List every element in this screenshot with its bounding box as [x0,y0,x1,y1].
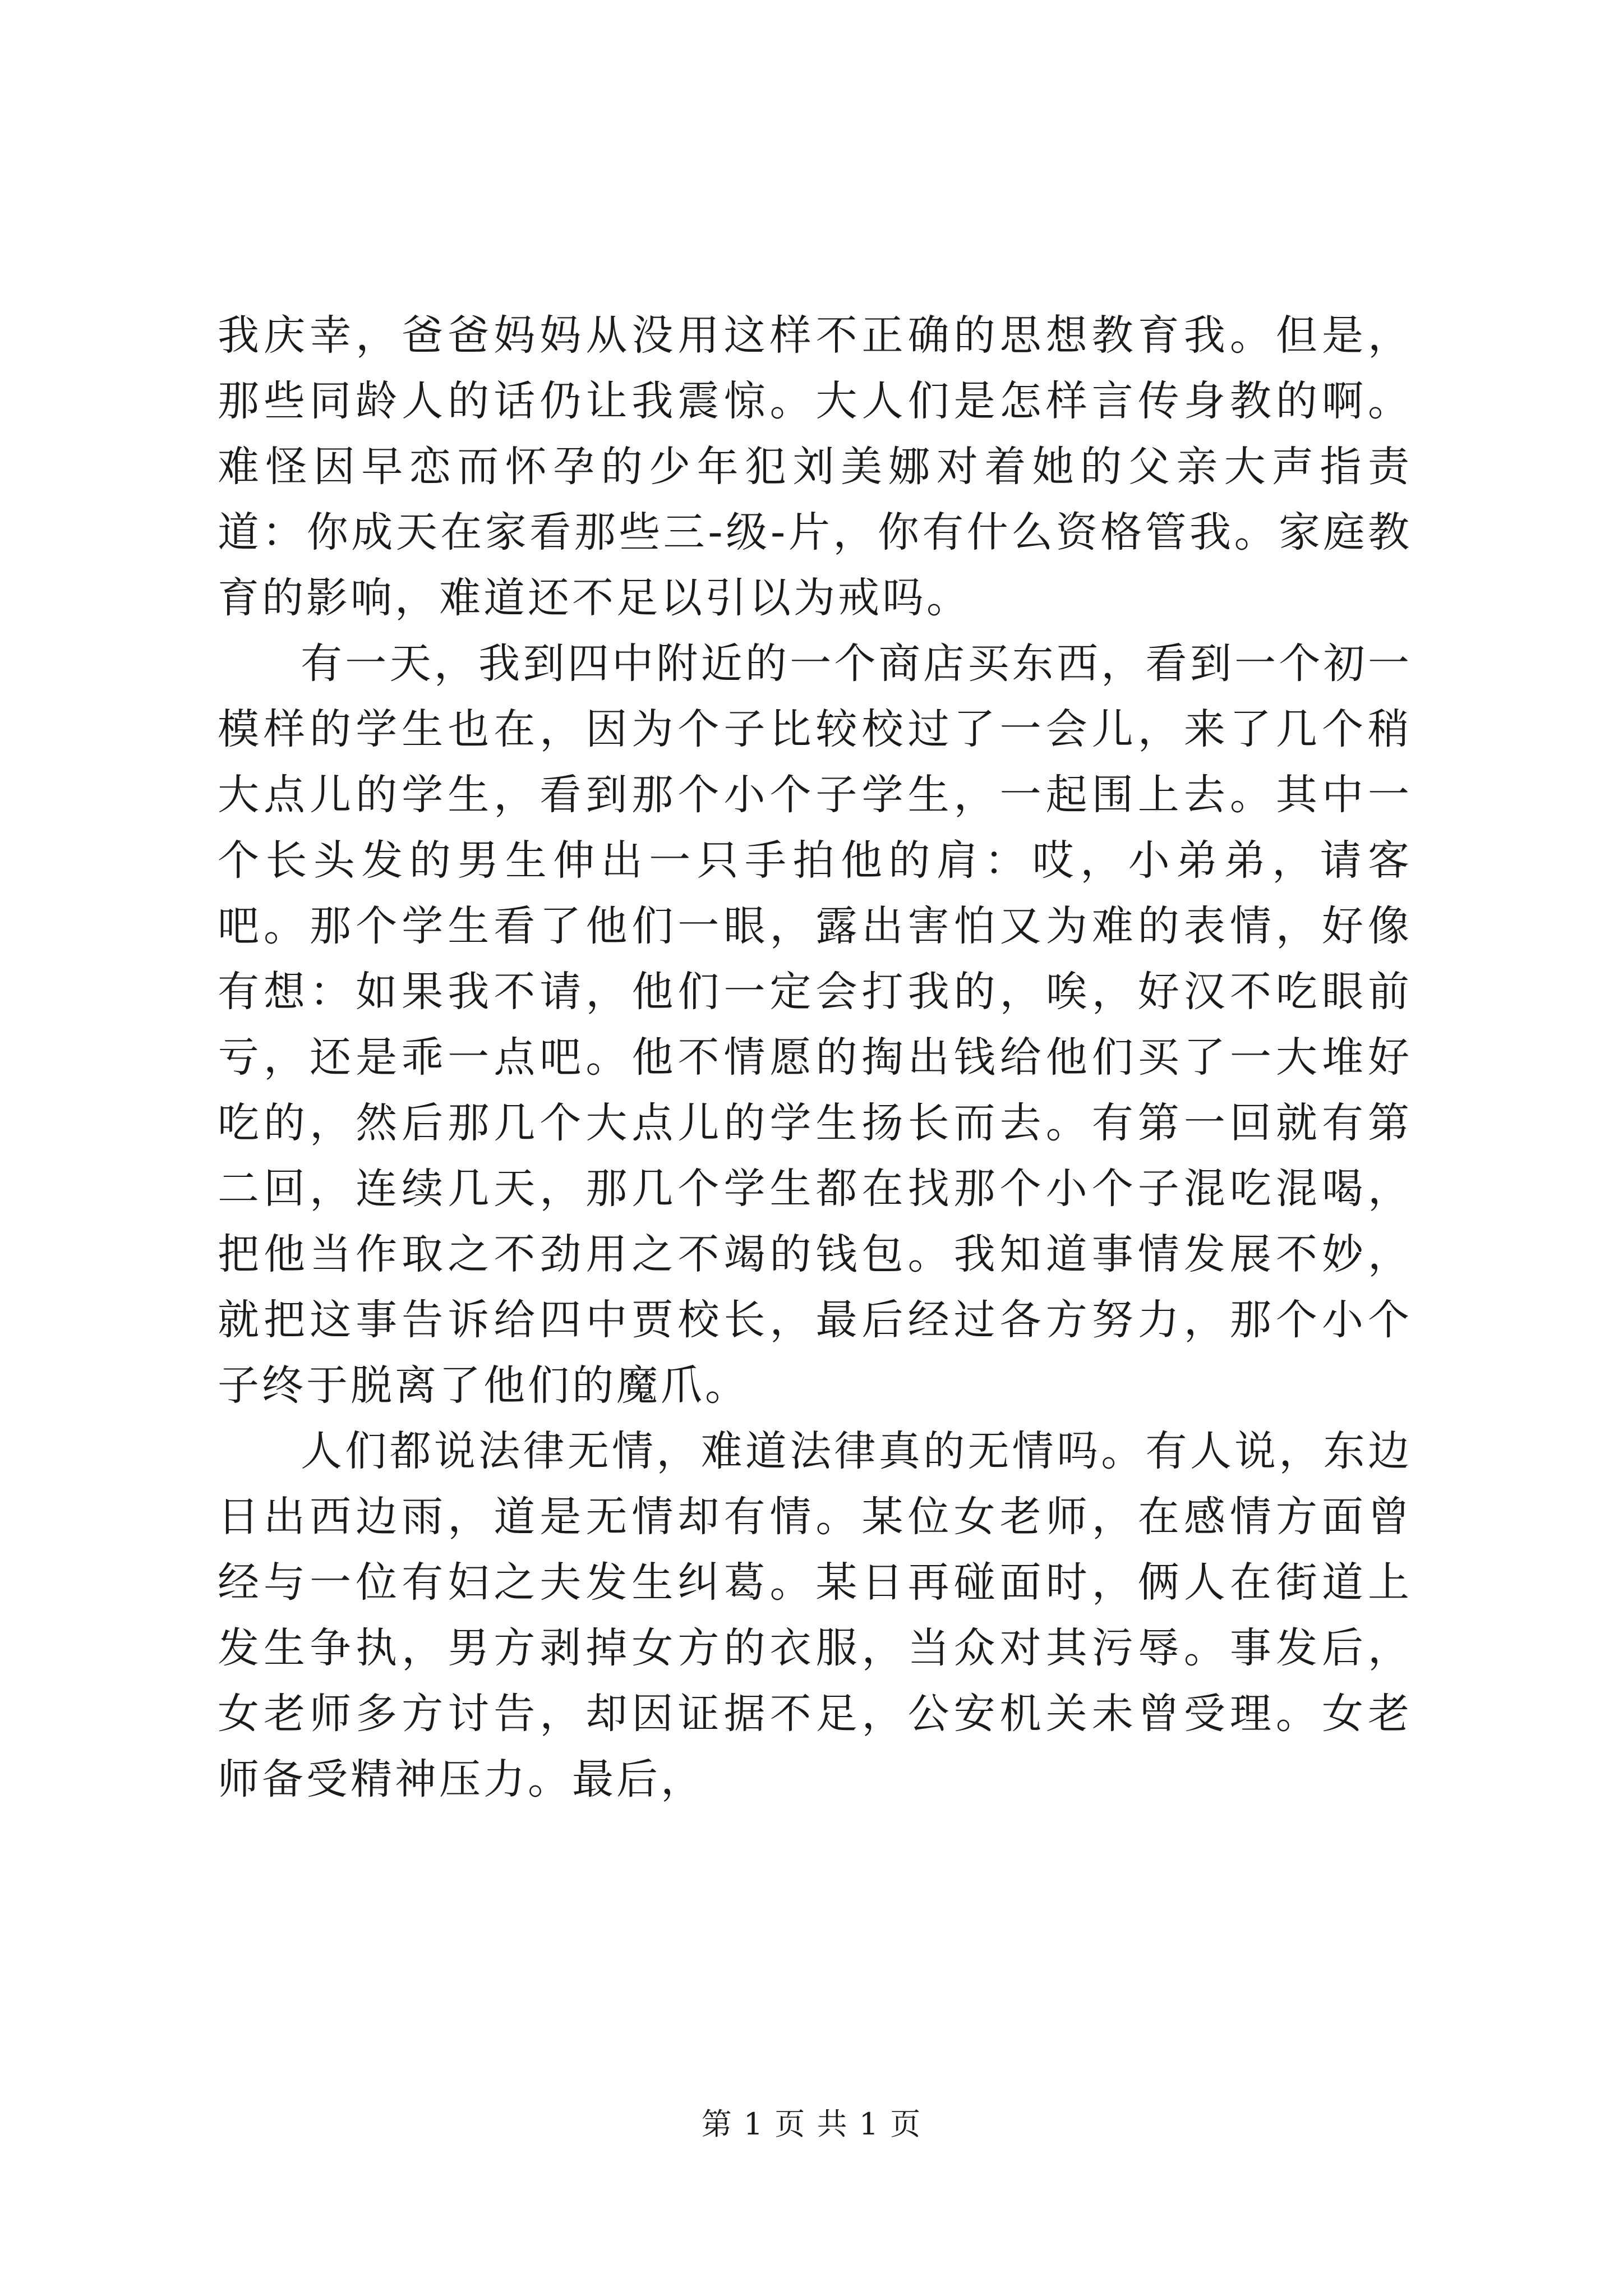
paragraph-2: 有一天，我到四中附近的一个商店买东西，看到一个初一模样的学生也在，因为个子比较校过了一会儿，来了几个稍大点儿的学生，看到那个小个子学生，一起围上去。其中一个长头发的男生伸出一只手拍他的肩：哎，小弟弟，请客吧。那个学生看了他们一眼，露出害怕又为难的表情，好像有想：如果我不请，他们一定会打我的，唉，好汉不吃眼前亏，还是乖一点吧。他不情愿的掏出钱给他们买了一大堆好吃的，然后那几个大点儿的学生扬长而去。有第一回就有第二回，连续几天，那几个学生都在找那个小个子混吃混喝，把他当作取之不劲用之不竭的钱包。我知道事情发展不妙，就把这事告诉给四中贾校长，最后经过各方努力，那个小个子终于脱离了他们的魔爪。 [218,639,1412,1410]
paragraph-3: 人们都说法律无情，难道法律真的无情吗。有人说，东边日出西边雨，道是无情却有情。某位女老师，在感情方面曾经与一位有妇之夫发生纠葛。某日再碰面时，俩人在街道上发生争执，男方剥掉女方的衣服，当众对其污辱。事发后，女老师多方讨告，却因证据不足，公安机关未曾受理。女老师备受精神压力。最后， [218,1427,1412,1803]
body-text [218,303,1412,1812]
page-footer: 第 1 页 共 1 页 [701,2106,922,2142]
paragraph-1: 我庆幸，爸爸妈妈从没用这样不正确的思想教育我。但是，那些同龄人的话仍让我震惊。大人们是怎样言传身教的啊。难怪因早恋而怀孕的少年犯刘美娜对着她的父亲大声指责道：你成天在家看那些三-级-片，你有什么资格管我。家庭教育的影响，难道还不足以引以为戒吗。 [218,311,1412,622]
